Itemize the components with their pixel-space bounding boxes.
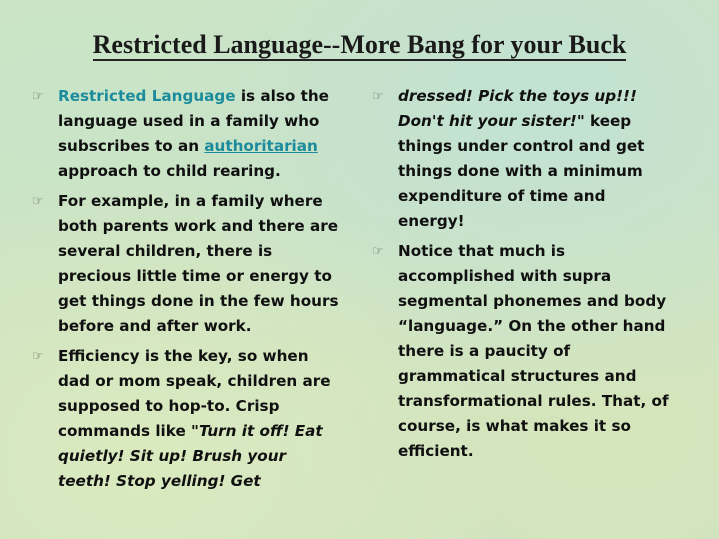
bullet-text: Notice that much is accomplished with supra segmental phonemes and body “language.” On the other hand there is a paucity of grammatical structures and transformational rules. That, of course, is what makes it so efficient. <box>398 242 669 460</box>
pointing-hand-icon: ☞ <box>32 89 44 104</box>
bullet-text: is also the language used in a family who subscribes to an <box>58 87 329 155</box>
bullet-text: Efficiency is the key, so when dad or mom speak, children are supposed to hop-to. Crisp commands like " <box>58 347 331 440</box>
slide-title-container <box>0 30 719 60</box>
left-column <box>32 84 344 499</box>
pointing-hand-icon: ☞ <box>32 349 44 364</box>
slide-title: Restricted Language--More Bang for your Buck <box>92 30 627 59</box>
bullet-item <box>32 344 344 494</box>
right-column <box>372 84 672 469</box>
italic-commands: Turn it off! Eat quietly! Sit up! Brush your teeth! Stop yelling! Get <box>58 422 323 490</box>
authoritarian-link[interactable]: authoritarian <box>204 137 318 155</box>
bullet-item <box>32 189 344 339</box>
bullet-text: approach to child rearing. <box>58 162 281 180</box>
bullet-text: For example, in a family where both parents work and there are several children, there is precious little time or energy to get things done in the few hours before and after work. <box>58 192 339 335</box>
pointing-hand-icon: ☞ <box>372 89 384 104</box>
highlighted-term: Restricted Language <box>58 87 236 105</box>
bullet-item <box>372 84 672 234</box>
bullet-item <box>32 84 344 184</box>
pointing-hand-icon: ☞ <box>32 194 44 209</box>
bullet-item <box>372 239 672 464</box>
italic-commands: dressed! Pick the toys up!!! Don't hit your sister! <box>398 87 637 130</box>
bullet-text: " keep things under control and get things done with a minimum expenditure of time and energy! <box>398 112 645 230</box>
pointing-hand-icon: ☞ <box>372 244 384 259</box>
